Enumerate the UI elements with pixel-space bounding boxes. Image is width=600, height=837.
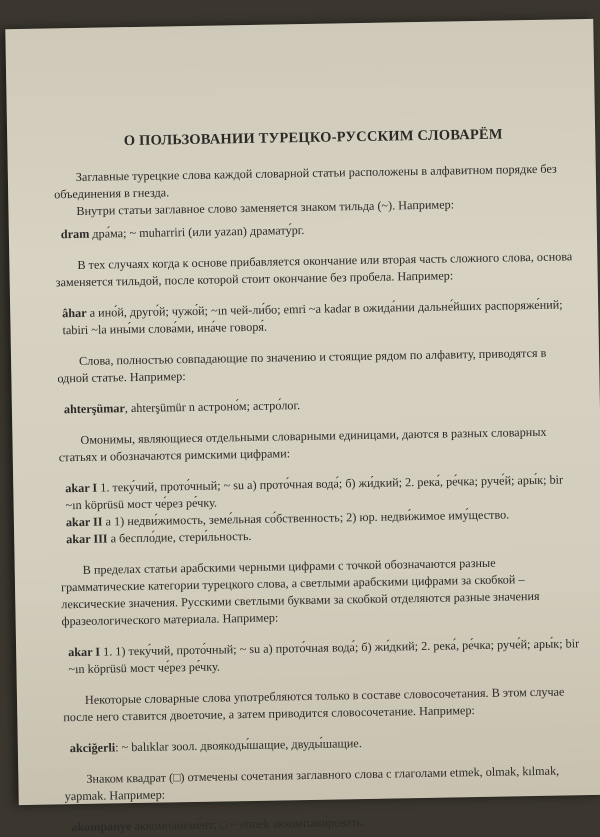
entry-headword: akar II bbox=[65, 514, 103, 530]
entry-headword: akar III bbox=[66, 531, 108, 547]
entry-headword: dram bbox=[60, 226, 90, 242]
paragraph: Слова, полностью совпадающие по значению и стоящие рядом по алфавиту, приводятся в одной статье. Например: bbox=[57, 345, 547, 386]
book-page bbox=[5, 19, 600, 835]
entry-headword: âhar bbox=[62, 305, 87, 321]
entry-definition: : ~ balıklar зоол. двоякоды́шащие, двуды́шащие. bbox=[115, 736, 362, 755]
entry-headword: akompanye bbox=[71, 819, 132, 835]
entry-definition: дра́ма; ~ muharriri (или yazan) драмату́рг. bbox=[89, 223, 305, 241]
entry-headword: ahterşümar bbox=[63, 401, 125, 417]
paragraph: Некоторые словарные слова употребляются только в составе словосочетания. В этом случае после него ставится двоеточие, а затем приводится словосочетание. Например: bbox=[63, 684, 565, 725]
entry-definition: 1. теку́чий, прото́чный; ~ su а) прото́чная вода́; б) жи́дкий; 2. река́, ре́чка; руче́й; ары́к; bir ~ın köprüsü мост че́рез ре́чку. bbox=[65, 472, 564, 513]
page-content bbox=[53, 125, 585, 836]
paragraph: Омонимы, являющиеся отдельными словарными единицами, даются в разных словарных статьях и обозначаются римскими цифрами: bbox=[58, 424, 547, 465]
paragraph: Знаком квадрат (□) отмечены сочетания заглавного слова с глаголами etmek, olmak, kılmak, yapmak. Например: bbox=[64, 763, 560, 804]
entry-definition: а ино́й, друго́й; чужо́й; ~ın чей-ли́бо; emri ~a kadar в ожида́нии дальне́йших распоряже́ний; tabiri ~la ины́ми слова́ми, ина́че говоря́. bbox=[62, 297, 563, 338]
entry-definition: а 1) недви́жимость, земе́льная со́бственность; 2) юр. недви́жимое иму́щество. bbox=[102, 507, 510, 529]
entry-definition: а беспло́дие, стери́льность. bbox=[107, 528, 252, 546]
page-title: О ПОЛЬЗОВАНИИ ТУРЕЦКО-РУССКИМ СЛОВАРЁМ bbox=[123, 126, 503, 150]
entry-definition: 1. 1) теку́чий, прото́чный; ~ su а) прото́чная вода́; б) жи́дкий; 2. река́, ре́чка; руче́й; ары́к; bir ~ın köprüsü мост че́рез ре́чку. bbox=[68, 636, 580, 677]
paragraph: Заглавные турецкие слова каждой словарной статьи расположены в алфавитном порядке без объединения в гнезда. bbox=[54, 161, 557, 202]
entry-headword: akar I bbox=[68, 644, 101, 660]
entry-definition: , ahterşümür n астроно́м; астро́лог. bbox=[124, 398, 301, 416]
text-body bbox=[54, 160, 586, 836]
entry-headword: akar I bbox=[65, 480, 98, 496]
entry-headword: akciğerli bbox=[69, 740, 116, 756]
paragraph: В тех случаях когда к основе прибавляется окончание или вторая часть сложного слова, основа заменяется тильдой, после которой стоит окончание без пробела. Например: bbox=[55, 249, 573, 290]
paragraph: В пределах статьи арабскими черными цифрами с точкой обозначаются разные грамматические категории турецкого слова, а светлыми арабскими цифрами за скобкой – лексические значения. Русскими светлыми буквами за скобкой отделяются разные значения фразеологического материала. Например: bbox=[60, 555, 540, 629]
entry-definition: аккомпанеме́нт; □ ~ etmek аккомпани́ровать. bbox=[131, 815, 365, 834]
paragraph: Внутри статьи заглавное слово заменяется знаком тильда (~). Например: bbox=[76, 197, 455, 218]
